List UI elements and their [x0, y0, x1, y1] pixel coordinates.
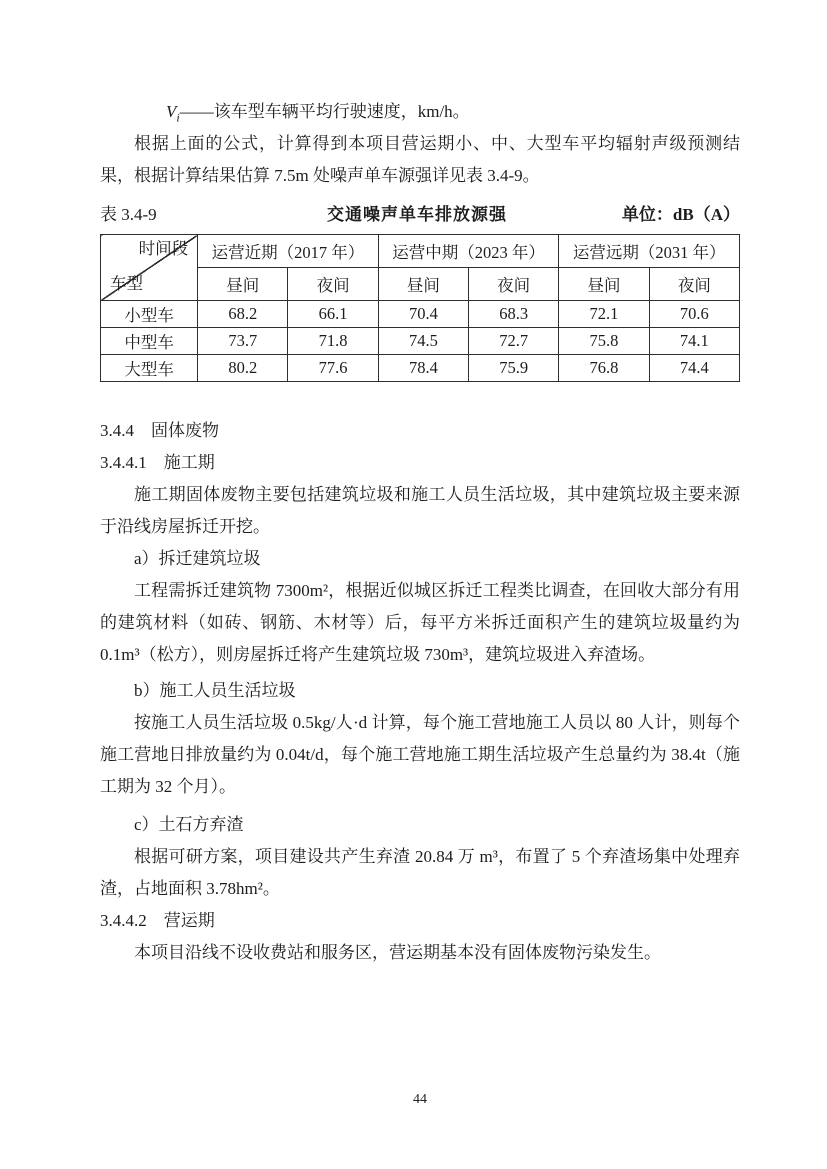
section-heading-3-4-4-1: 3.4.4.1 施工期: [100, 453, 215, 472]
item-b-heading: b）施工人员生活垃圾: [134, 681, 296, 700]
operation-period-paragraph: 本项目沿线不设收费站和服务区，营运期基本没有固体废物污染发生。: [134, 943, 661, 962]
night-header: 夜间: [469, 268, 559, 301]
item-a-paragraph: 工程需拆迁建筑物 7300m²，根据近似城区拆迁工程类比调查，在回收大部分有用的建筑材料（如砖、钢筋、木材等）后，每平方米拆迁面积产生的建筑垃圾量约为 0.1m³（松方），则房屋拆迁将产生建筑垃圾 730m³，建筑垃圾进入弃渣场。: [100, 581, 740, 664]
vehicle-type-cell: 大型车: [101, 355, 198, 382]
table-header-row-periods: [101, 235, 740, 268]
table-row-small-vehicle: [101, 301, 740, 328]
night-header: 夜间: [288, 268, 378, 301]
vehicle-type-cell: 中型车: [101, 328, 198, 355]
value-cell: 70.6: [649, 301, 739, 328]
value-cell: 72.1: [559, 301, 649, 328]
day-header: 昼间: [198, 268, 288, 301]
value-cell: 74.1: [649, 328, 739, 355]
value-cell: 76.8: [559, 355, 649, 382]
formula-variable: V: [166, 102, 177, 121]
value-cell: 77.6: [288, 355, 378, 382]
value-cell: 66.1: [288, 301, 378, 328]
value-cell: 78.4: [378, 355, 468, 382]
period-header-far: 运营远期（2031 年）: [559, 235, 740, 268]
value-cell: 73.7: [198, 328, 288, 355]
corner-label-time-period: 时间段: [138, 239, 189, 258]
item-a-heading: a）拆迁建筑垃圾: [134, 549, 261, 568]
value-cell: 68.2: [198, 301, 288, 328]
value-cell: 72.7: [469, 328, 559, 355]
value-cell: 74.5: [378, 328, 468, 355]
formula-variable-description: [100, 96, 740, 128]
section-heading-3-4-4-2: 3.4.4.2 营运期: [100, 911, 215, 930]
table-row-large-vehicle: [101, 355, 740, 382]
period-header-near: 运营近期（2017 年）: [198, 235, 379, 268]
day-header: 昼间: [378, 268, 468, 301]
intro-paragraph: 根据上面的公式，计算得到本项目营运期小、中、大型车平均辐射声级预测结果，根据计算结果估算 7.5m 处噪声单车源强详见表 3.4-9。: [100, 134, 740, 185]
corner-label-vehicle-type: 车型: [110, 274, 143, 293]
page-number: 44: [413, 1092, 427, 1107]
value-cell: 80.2: [198, 355, 288, 382]
item-c-heading: c）土石方弃渣: [134, 815, 244, 834]
section-heading-3-4-4: 3.4.4 固体废物: [100, 421, 219, 440]
formula-description-text: ——该车型车辆平均行驶速度，km/h。: [179, 102, 470, 121]
formula-variable-subscript: i: [176, 110, 180, 125]
table-corner-cell: [101, 235, 198, 301]
vehicle-type-cell: 小型车: [101, 301, 198, 328]
table-title: 交通噪声单车排放源强: [326, 205, 507, 224]
table-number: 表 3.4-9: [100, 205, 157, 224]
noise-source-table: [100, 234, 740, 382]
value-cell: 74.4: [649, 355, 739, 382]
night-header: 夜间: [649, 268, 739, 301]
value-cell: 70.4: [378, 301, 468, 328]
period-header-mid: 运营中期（2023 年）: [378, 235, 559, 268]
table-unit-label: 单位：dB（A）: [621, 205, 740, 224]
value-cell: 68.3: [469, 301, 559, 328]
table-row-medium-vehicle: [101, 328, 740, 355]
value-cell: 71.8: [288, 328, 378, 355]
value-cell: 75.9: [469, 355, 559, 382]
table-caption: [100, 202, 740, 228]
item-b-paragraph: 按施工人员生活垃圾 0.5kg/人·d 计算，每个施工营地施工人员以 80 人计，则每个施工营地日排放量约为 0.04t/d，每个施工营地施工期生活垃圾产生总量约为 38.4t（施工期为 32 个月）。: [100, 713, 740, 796]
value-cell: 75.8: [559, 328, 649, 355]
item-c-paragraph: 根据可研方案，项目建设共产生弃渣 20.84 万 m³，布置了 5 个弃渣场集中处理弃渣，占地面积 3.78hm²。: [100, 847, 740, 898]
construction-waste-paragraph: 施工期固体废物主要包括建筑垃圾和施工人员生活垃圾，其中建筑垃圾主要来源于沿线房屋拆迁开挖。: [100, 485, 740, 536]
day-header: 昼间: [559, 268, 649, 301]
